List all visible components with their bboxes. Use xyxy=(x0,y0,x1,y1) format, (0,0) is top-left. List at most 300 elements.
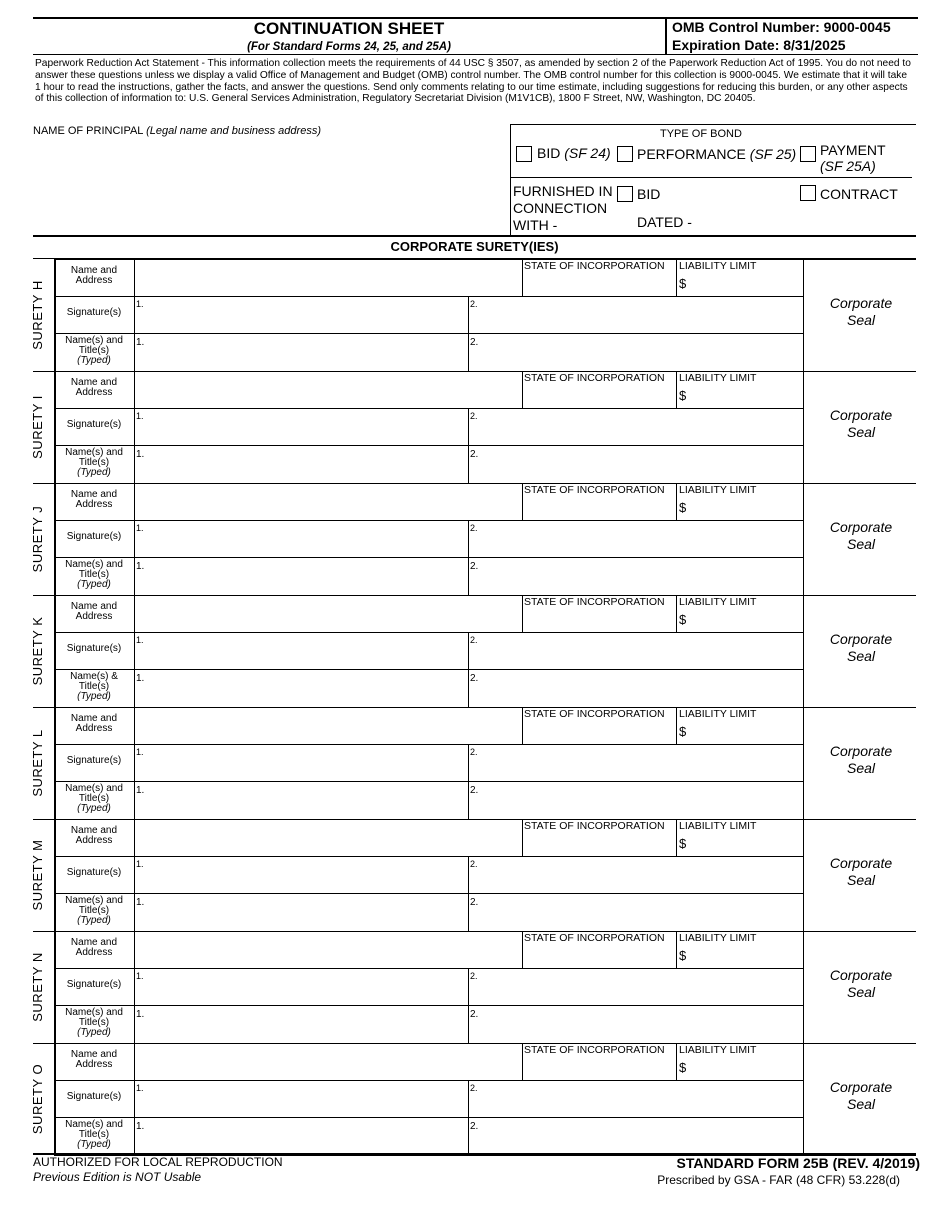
signature-2-field[interactable] xyxy=(478,410,801,443)
surety-block-top-border xyxy=(54,595,916,596)
dollar-sign: $ xyxy=(679,836,687,851)
payment-sf25a-checkbox[interactable] xyxy=(800,146,816,162)
furnished-line-1: FURNISHED IN xyxy=(513,183,613,199)
surety-state-column-rule xyxy=(522,259,523,296)
dollar-sign: $ xyxy=(679,500,687,515)
name-and-address-line2: Address xyxy=(75,499,113,510)
name-title-2-number: 2. xyxy=(470,561,479,572)
bid-form-text: (SF 24) xyxy=(564,145,611,161)
names-and-titles-label xyxy=(56,560,132,590)
name-and-address-line2: Address xyxy=(75,611,113,622)
surety-row-rule xyxy=(54,1005,803,1006)
surety-seal-column-rule xyxy=(803,483,804,595)
dated-label: DATED - xyxy=(637,214,692,230)
name-title-2-number: 2. xyxy=(470,1009,479,1020)
section-top-rule xyxy=(33,235,916,237)
name-and-address-line1: Name and xyxy=(70,377,118,388)
name-and-address-line2: Address xyxy=(75,723,113,734)
performance-sf25-label xyxy=(637,146,796,162)
prescribed-by: Prescribed by GSA - FAR (48 CFR) 53.228(d) xyxy=(657,1173,900,1187)
principal-name-field[interactable] xyxy=(35,140,505,232)
surety-name-address-field[interactable] xyxy=(136,933,520,966)
name-and-address-label xyxy=(56,378,132,398)
surety-row-rule xyxy=(54,1080,803,1081)
corporate-seal-line1: Corporate xyxy=(829,407,893,423)
surety-name-address-field[interactable] xyxy=(136,373,520,406)
name-title-2-number: 2. xyxy=(470,1121,479,1132)
names-titles-line1: Name(s) and xyxy=(65,1119,123,1130)
name-and-address-label xyxy=(56,1050,132,1070)
surety-row-rule xyxy=(54,781,803,782)
performance-sf25-checkbox[interactable] xyxy=(617,146,633,162)
signature-2-number: 2. xyxy=(470,523,478,533)
surety-row-rule xyxy=(54,669,803,670)
name-and-address-line2: Address xyxy=(75,835,113,846)
surety-row-rule xyxy=(54,333,803,334)
corporate-seal-line2: Seal xyxy=(846,312,876,328)
name-title-1-number: 1. xyxy=(136,449,145,460)
signature-2-field[interactable] xyxy=(478,522,801,555)
surety-row-rule xyxy=(54,445,803,446)
state-of-incorporation-field[interactable] xyxy=(524,833,674,854)
name-title-1-field[interactable] xyxy=(144,447,466,481)
furnished-in-connection-label xyxy=(513,183,613,234)
dollar-sign: $ xyxy=(679,948,687,963)
names-titles-line2: Title(s) xyxy=(78,681,110,692)
performance-form-text: (SF 25) xyxy=(749,146,797,162)
signature-1-number: 1. xyxy=(136,747,144,757)
name-title-1-field[interactable] xyxy=(144,783,466,817)
signature-2-number: 2. xyxy=(470,971,478,981)
surety-name-label: SURETY I xyxy=(30,395,45,459)
surety-row-rule xyxy=(54,296,803,297)
surety-seal-column-rule xyxy=(803,707,804,819)
names-titles-line1: Name(s) and xyxy=(65,1007,123,1018)
surety-row-rule xyxy=(54,408,803,409)
surety-row-rule xyxy=(54,520,803,521)
state-of-incorporation-label: STATE OF INCORPORATION xyxy=(524,260,665,272)
signature-1-number: 1. xyxy=(136,971,144,981)
names-titles-line1: Name(s) and xyxy=(65,783,123,794)
surety-seal-column-rule xyxy=(803,259,804,371)
surety-label-column-rule xyxy=(134,819,135,931)
name-title-2-number: 2. xyxy=(470,673,479,684)
corporate-seal-line1: Corporate xyxy=(829,295,893,311)
surety-name-label: SURETY L xyxy=(30,729,45,797)
surety-label-column-rule xyxy=(134,483,135,595)
surety-seal-column-rule xyxy=(803,819,804,931)
surety-name-address-field[interactable] xyxy=(136,485,520,518)
names-titles-line2: Title(s) xyxy=(78,569,110,580)
corporate-seal-line2: Seal xyxy=(846,648,876,664)
signature-2-field[interactable] xyxy=(478,858,801,891)
signature-1-field[interactable] xyxy=(144,1082,466,1115)
signature-2-field[interactable] xyxy=(478,746,801,779)
signature-1-number: 1. xyxy=(136,1083,144,1093)
name-and-address-line1: Name and xyxy=(70,713,118,724)
payment-form-text: (SF 25A) xyxy=(820,158,876,174)
name-title-1-number: 1. xyxy=(136,673,145,684)
corporate-seal-area xyxy=(805,967,917,1001)
surety-signature-split-rule xyxy=(468,1080,469,1155)
state-of-incorporation-field[interactable] xyxy=(524,1057,674,1078)
surety-row-rule xyxy=(54,968,803,969)
header-divider xyxy=(665,17,667,55)
signature-1-field[interactable] xyxy=(144,746,466,779)
name-title-2-field[interactable] xyxy=(478,559,801,593)
signature-1-field[interactable] xyxy=(144,634,466,667)
name-and-address-line1: Name and xyxy=(70,265,118,276)
liability-limit-label: LIABILITY LIMIT xyxy=(679,484,757,496)
state-of-incorporation-field[interactable] xyxy=(524,609,674,630)
omb-control-number: OMB Control Number: 9000-0045 xyxy=(672,19,891,35)
name-title-1-field[interactable] xyxy=(144,1007,466,1041)
signature-2-field[interactable] xyxy=(478,1082,801,1115)
corporate-seal-line1: Corporate xyxy=(829,631,893,647)
signatures-label: Signature(s) xyxy=(66,1091,122,1102)
signature-2-number: 2. xyxy=(470,299,478,309)
surety-label-column-rule xyxy=(134,595,135,707)
surety-name-label: SURETY K xyxy=(30,616,45,686)
state-of-incorporation-label: STATE OF INCORPORATION xyxy=(524,932,665,944)
name-title-1-field[interactable] xyxy=(144,335,466,369)
state-of-incorporation-field[interactable] xyxy=(524,497,674,518)
furnished-line-2: CONNECTION xyxy=(513,200,608,216)
surety-row-rule xyxy=(54,893,803,894)
names-and-titles-label xyxy=(56,448,132,478)
liability-limit-label: LIABILITY LIMIT xyxy=(679,372,757,384)
name-title-1-number: 1. xyxy=(136,1121,145,1132)
names-and-titles-label xyxy=(56,336,132,366)
liability-limit-label: LIABILITY LIMIT xyxy=(679,1044,757,1056)
form-subtitle: (For Standard Forms 24, 25, and 25A) xyxy=(247,41,451,53)
name-and-address-label xyxy=(56,266,132,286)
name-title-2-field[interactable] xyxy=(478,335,801,369)
name-title-1-field[interactable] xyxy=(144,895,466,929)
name-and-address-line1: Name and xyxy=(70,937,118,948)
signatures-label: Signature(s) xyxy=(66,531,122,542)
signatures-label: Signature(s) xyxy=(66,307,122,318)
corporate-seal-line1: Corporate xyxy=(829,743,893,759)
dollar-sign: $ xyxy=(679,276,687,291)
surety-name-label: SURETY O xyxy=(30,1063,45,1135)
surety-liability-column-rule xyxy=(676,259,677,296)
surety-state-column-rule xyxy=(522,931,523,968)
liability-limit-field[interactable] xyxy=(690,1057,799,1078)
surety-signature-split-rule xyxy=(468,408,469,483)
connection-bid-checkbox[interactable] xyxy=(617,186,633,202)
surety-liability-column-rule xyxy=(676,931,677,968)
surety-name-label: SURETY H xyxy=(30,280,45,350)
name-title-2-number: 2. xyxy=(470,449,479,460)
name-title-1-field[interactable] xyxy=(144,559,466,593)
type-of-bond-label: TYPE OF BOND xyxy=(660,128,742,140)
surety-state-column-rule xyxy=(522,483,523,520)
names-titles-line2: Title(s) xyxy=(78,345,110,356)
signature-1-number: 1. xyxy=(136,523,144,533)
name-and-address-line2: Address xyxy=(75,1059,113,1070)
surety-label-column-rule xyxy=(134,259,135,371)
names-titles-line2: Title(s) xyxy=(78,1129,110,1140)
authorized-reproduction: AUTHORIZED FOR LOCAL REPRODUCTION xyxy=(33,1155,283,1169)
surety-liability-column-rule xyxy=(676,371,677,408)
signature-1-field[interactable] xyxy=(144,522,466,555)
payment-label-text: PAYMENT xyxy=(820,142,886,158)
name-title-1-field[interactable] xyxy=(144,1119,466,1153)
name-title-1-field[interactable] xyxy=(144,671,466,705)
principal-label-italic: (Legal name and business address) xyxy=(146,125,321,137)
surety-row-rule xyxy=(54,632,803,633)
names-titles-line2: Title(s) xyxy=(78,793,110,804)
typed-note: (Typed) xyxy=(77,803,111,814)
signature-1-number: 1. xyxy=(136,635,144,645)
corporate-seal-line2: Seal xyxy=(846,424,876,440)
liability-limit-label: LIABILITY LIMIT xyxy=(679,596,757,608)
signature-2-field[interactable] xyxy=(478,298,801,331)
name-and-address-line1: Name and xyxy=(70,825,118,836)
performance-label-text: PERFORMANCE xyxy=(637,146,746,162)
principal-label xyxy=(33,125,321,137)
corporate-seal-line2: Seal xyxy=(846,760,876,776)
state-of-incorporation-label: STATE OF INCORPORATION xyxy=(524,484,665,496)
surety-row-rule xyxy=(54,1117,803,1118)
signature-1-number: 1. xyxy=(136,411,144,421)
state-of-incorporation-field[interactable] xyxy=(524,273,674,294)
signature-2-number: 2. xyxy=(470,635,478,645)
corporate-seal-line1: Corporate xyxy=(829,967,893,983)
signature-1-field[interactable] xyxy=(144,298,466,331)
names-and-titles-label xyxy=(56,672,132,702)
surety-name-label: SURETY N xyxy=(30,952,45,1022)
surety-name-address-field[interactable] xyxy=(136,597,520,630)
bid-sf24-checkbox[interactable] xyxy=(516,146,532,162)
principal-label-text: NAME OF PRINCIPAL xyxy=(33,125,144,137)
signatures-label: Signature(s) xyxy=(66,867,122,878)
surety-name-label: SURETY J xyxy=(30,505,45,573)
surety-liability-column-rule xyxy=(676,595,677,632)
form-title: CONTINUATION SHEET xyxy=(253,19,445,38)
name-title-2-field[interactable] xyxy=(478,1007,801,1041)
surety-state-column-rule xyxy=(522,707,523,744)
liability-limit-field[interactable] xyxy=(690,497,799,518)
names-titles-line2: Title(s) xyxy=(78,457,110,468)
surety-liability-column-rule xyxy=(676,1043,677,1080)
surety-row-rule xyxy=(54,744,803,745)
liability-limit-field[interactable] xyxy=(690,721,799,742)
surety-row-rule xyxy=(54,856,803,857)
name-title-2-field[interactable] xyxy=(478,447,801,481)
surety-liability-column-rule xyxy=(676,707,677,744)
typed-note: (Typed) xyxy=(77,915,111,926)
corporate-seal-area xyxy=(805,295,917,329)
name-title-2-field[interactable] xyxy=(478,671,801,705)
name-title-1-number: 1. xyxy=(136,337,145,348)
state-of-incorporation-field[interactable] xyxy=(524,385,674,406)
connection-contract-checkbox[interactable] xyxy=(800,185,816,201)
name-and-address-line2: Address xyxy=(75,387,113,398)
surety-signature-split-rule xyxy=(468,744,469,819)
dollar-sign: $ xyxy=(679,388,687,403)
surety-liability-column-rule xyxy=(676,819,677,856)
signature-2-number: 2. xyxy=(470,411,478,421)
name-and-address-line1: Name and xyxy=(70,1049,118,1060)
signature-2-number: 2. xyxy=(470,1083,478,1093)
corporate-seal-line1: Corporate xyxy=(829,855,893,871)
surety-name-address-field[interactable] xyxy=(136,821,520,854)
corporate-seal-area xyxy=(805,1079,917,1113)
surety-label-column-rule xyxy=(134,931,135,1043)
name-title-1-number: 1. xyxy=(136,561,145,572)
header-bottom-rule xyxy=(33,54,918,55)
state-of-incorporation-field[interactable] xyxy=(524,945,674,966)
dated-field[interactable] xyxy=(700,212,900,232)
surety-row-rule xyxy=(54,557,803,558)
liability-limit-field[interactable] xyxy=(690,385,799,406)
name-and-address-line1: Name and xyxy=(70,489,118,500)
corporate-seal-line1: Corporate xyxy=(829,1079,893,1095)
typed-note: (Typed) xyxy=(77,355,111,366)
bond-top-rule xyxy=(510,124,916,125)
name-title-1-number: 1. xyxy=(136,785,145,796)
typed-note: (Typed) xyxy=(77,1027,111,1038)
signature-1-number: 1. xyxy=(136,859,144,869)
name-title-2-field[interactable] xyxy=(478,1119,801,1153)
name-and-address-label xyxy=(56,602,132,622)
typed-note: (Typed) xyxy=(77,467,111,478)
corporate-seal-area xyxy=(805,631,917,665)
names-titles-line1: Name(s) and xyxy=(65,559,123,570)
signature-2-field[interactable] xyxy=(478,970,801,1003)
names-and-titles-label xyxy=(56,1008,132,1038)
name-title-2-number: 2. xyxy=(470,785,479,796)
surety-block-top-border xyxy=(54,819,916,820)
names-titles-line1: Name(s) and xyxy=(65,447,123,458)
surety-seal-column-rule xyxy=(803,1043,804,1155)
dollar-sign: $ xyxy=(679,612,687,627)
bid-sf24-label xyxy=(537,145,611,161)
bid-label-text: BID xyxy=(537,145,561,161)
signature-2-number: 2. xyxy=(470,747,478,757)
signature-1-field[interactable] xyxy=(144,410,466,443)
typed-note: (Typed) xyxy=(77,1139,111,1150)
surety-signature-split-rule xyxy=(468,632,469,707)
surety-block-top-border xyxy=(54,259,916,260)
signature-2-number: 2. xyxy=(470,859,478,869)
names-titles-line2: Title(s) xyxy=(78,1017,110,1028)
signature-1-field[interactable] xyxy=(144,858,466,891)
names-and-titles-label xyxy=(56,896,132,926)
liability-limit-label: LIABILITY LIMIT xyxy=(679,932,757,944)
name-and-address-line2: Address xyxy=(75,275,113,286)
corporate-seal-area xyxy=(805,743,917,777)
corporate-seal-area xyxy=(805,519,917,553)
surety-seal-column-rule xyxy=(803,595,804,707)
signature-1-field[interactable] xyxy=(144,970,466,1003)
corporate-seal-line2: Seal xyxy=(846,536,876,552)
corporate-seal-line2: Seal xyxy=(846,1096,876,1112)
names-and-titles-label xyxy=(56,784,132,814)
name-and-address-label xyxy=(56,938,132,958)
surety-state-column-rule xyxy=(522,595,523,632)
signatures-label: Signature(s) xyxy=(66,979,122,990)
surety-state-column-rule xyxy=(522,371,523,408)
names-titles-line1: Name(s) & xyxy=(70,671,118,682)
names-titles-line2: Title(s) xyxy=(78,905,110,916)
surety-state-column-rule xyxy=(522,1043,523,1080)
state-of-incorporation-label: STATE OF INCORPORATION xyxy=(524,708,665,720)
state-of-incorporation-field[interactable] xyxy=(524,721,674,742)
signature-1-number: 1. xyxy=(136,299,144,309)
section-title: CORPORATE SURETY(IES) xyxy=(390,239,559,254)
liability-limit-label: LIABILITY LIMIT xyxy=(679,260,757,272)
paperwork-reduction-statement: Paperwork Reduction Act Statement - This information collection meets the requirements of 44 USC § 3507, as amended by section 2 of the Paperwork Reduction Act of 1995. You do not need to answer these questions unless we display a valid Office of Management and Budget (OMB) control number. The OMB control number for this collection is 9000-0045. We estimate that it will take 1 hour to read the instructions, gather the facts, and answer the questions. Send only comments relating to our time estimate, including suggestions for reducing this burden, or any other aspects of this collection of information to: U.S. General Services Administration, Regulatory Secretariat Division (M1V1CB), 1800 F Street, NW, Washington, DC 20405. xyxy=(35,58,911,105)
state-of-incorporation-label: STATE OF INCORPORATION xyxy=(524,372,665,384)
surety-label-column-rule xyxy=(134,707,135,819)
liability-limit-label: LIABILITY LIMIT xyxy=(679,820,757,832)
surety-name-address-field[interactable] xyxy=(136,1045,520,1078)
liability-limit-field[interactable] xyxy=(690,945,799,966)
corporate-seal-line2: Seal xyxy=(846,872,876,888)
liability-limit-field[interactable] xyxy=(690,273,799,294)
name-title-2-field[interactable] xyxy=(478,783,801,817)
surety-signature-split-rule xyxy=(468,968,469,1043)
surety-block-top-border xyxy=(54,1043,916,1044)
name-title-2-field[interactable] xyxy=(478,895,801,929)
furnished-line-3: WITH - xyxy=(513,217,558,233)
surety-signature-split-rule xyxy=(468,520,469,595)
dollar-sign: $ xyxy=(679,724,687,739)
expiration-date: Expiration Date: 8/31/2025 xyxy=(672,37,846,53)
liability-limit-field[interactable] xyxy=(690,833,799,854)
name-title-1-number: 1. xyxy=(136,1009,145,1020)
name-and-address-line1: Name and xyxy=(70,601,118,612)
surety-signature-split-rule xyxy=(468,296,469,371)
state-of-incorporation-label: STATE OF INCORPORATION xyxy=(524,1044,665,1056)
signatures-label: Signature(s) xyxy=(66,755,122,766)
surety-name-label: SURETY M xyxy=(30,839,45,911)
state-of-incorporation-label: STATE OF INCORPORATION xyxy=(524,596,665,608)
surety-name-address-field[interactable] xyxy=(136,261,520,294)
typed-note: (Typed) xyxy=(77,691,111,702)
signatures-label: Signature(s) xyxy=(66,419,122,430)
principal-divider xyxy=(510,124,511,235)
surety-block-top-border xyxy=(54,371,916,372)
surety-block-top-border xyxy=(54,483,916,484)
surety-label-column-rule xyxy=(134,1043,135,1155)
surety-block-top-border xyxy=(54,931,916,932)
liability-limit-label: LIABILITY LIMIT xyxy=(679,708,757,720)
name-title-1-number: 1. xyxy=(136,897,145,908)
surety-seal-column-rule xyxy=(803,931,804,1043)
signature-2-field[interactable] xyxy=(478,634,801,667)
corporate-seal-area xyxy=(805,407,917,441)
corporate-seal-line1: Corporate xyxy=(829,519,893,535)
surety-block-top-border xyxy=(54,707,916,708)
payment-sf25a-label xyxy=(820,142,886,174)
surety-name-address-field[interactable] xyxy=(136,709,520,742)
signatures-label: Signature(s) xyxy=(66,643,122,654)
surety-liability-column-rule xyxy=(676,483,677,520)
dollar-sign: $ xyxy=(679,1060,687,1075)
name-title-2-number: 2. xyxy=(470,337,479,348)
name-and-address-label xyxy=(56,826,132,846)
surety-seal-column-rule xyxy=(803,371,804,483)
corporate-seal-area xyxy=(805,855,917,889)
surety-label-column-rule xyxy=(134,371,135,483)
name-and-address-label xyxy=(56,490,132,510)
previous-edition-note: Previous Edition is NOT Usable xyxy=(33,1170,202,1184)
liability-limit-field[interactable] xyxy=(690,609,799,630)
